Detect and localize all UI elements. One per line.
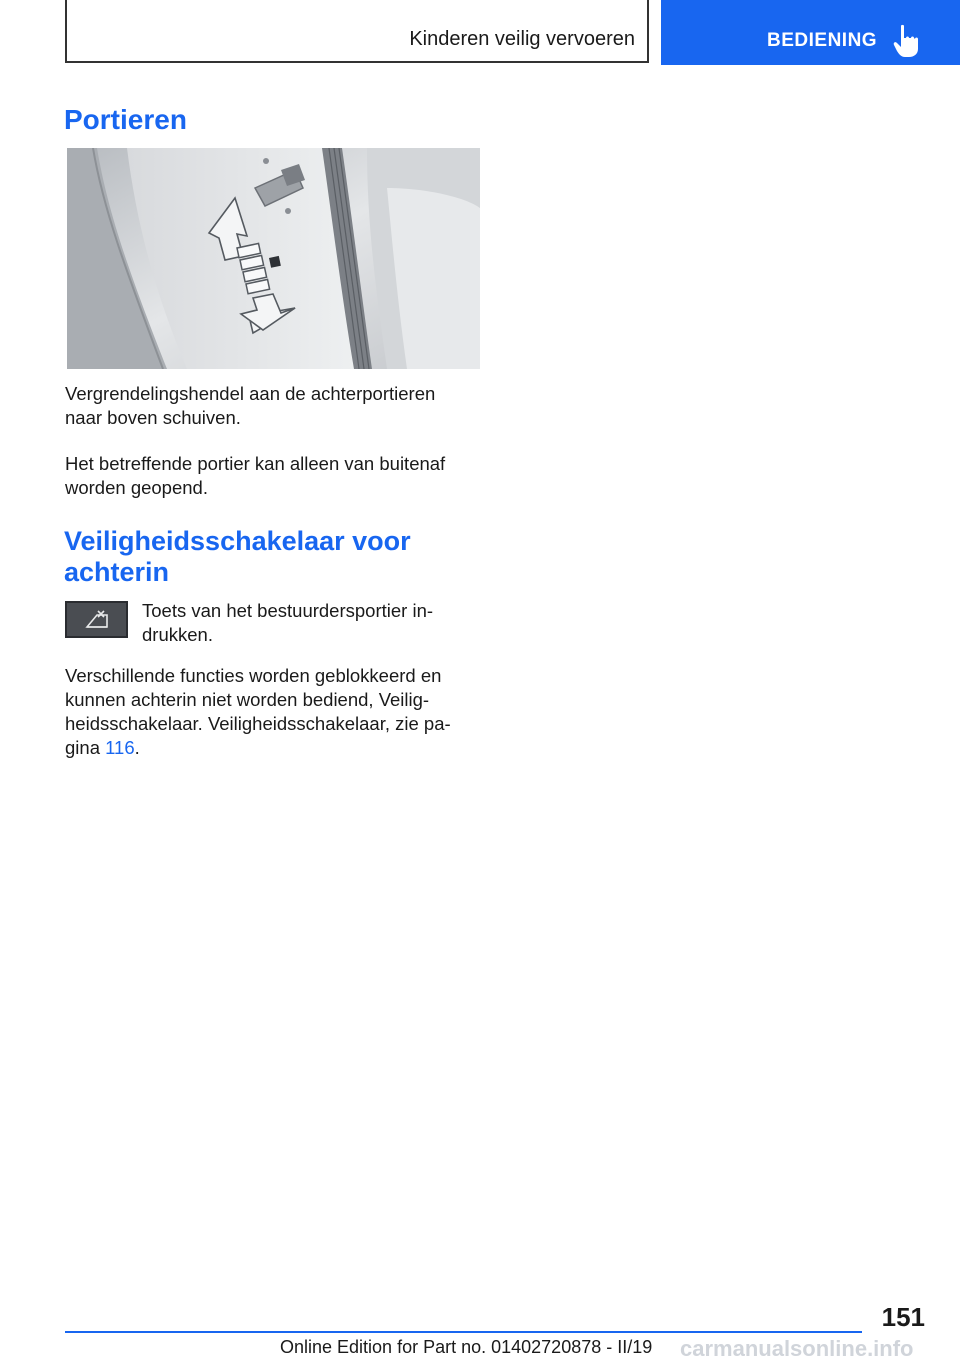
paragraph-text: Verschillende functies worden geblokkeerd en kunnen achterin niet worden bediend, Veilig-heidsschakelaar. Veiligheidsschakelaar, zie pa-gina <box>65 665 451 758</box>
window-lock-button-icon <box>65 601 128 638</box>
footer-edition-text: Online Edition for Part no. 01402720878 - II/19 <box>280 1337 653 1357</box>
watermark: carmanualsonline.info <box>680 1336 914 1361</box>
rear-door-lock-lever-photo <box>67 148 480 369</box>
paragraph-end: . <box>134 737 140 758</box>
page-number: 151 <box>881 1302 925 1332</box>
header-chapter-box <box>65 0 649 63</box>
door-lock-figure <box>67 148 480 369</box>
pointing-hand-icon <box>893 24 921 58</box>
paragraph-door-lever: Vergrendelingshendel aan de achterportieren naar boven schuiven. <box>65 383 436 428</box>
chapter-title: Kinderen veilig vervoeren <box>409 28 635 50</box>
paragraph-safety-switch <box>65 664 475 760</box>
header-section-tab[interactable] <box>661 0 960 65</box>
footer-divider <box>65 1331 862 1333</box>
paragraph-door-opening: Het betreffende portier kan alleen van buitenaf worden geopend. <box>65 453 446 498</box>
page-reference-link[interactable]: 116 <box>105 737 135 758</box>
section-title: BEDIENING <box>767 30 878 51</box>
instruction-press-button: Toets van het bestuurdersportier in-drukken. <box>142 600 434 645</box>
section-heading-doors: Portieren <box>64 104 187 135</box>
section-heading-safety-switch: Veiligheidsschakelaar voor achterin <box>64 526 411 587</box>
